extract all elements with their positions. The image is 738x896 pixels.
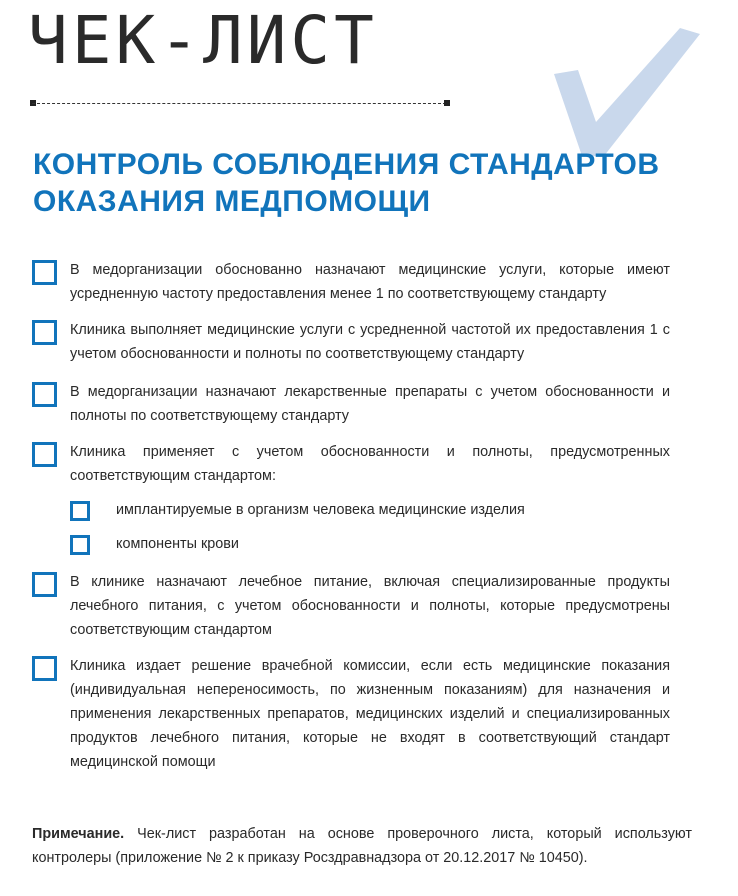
checklist-item-text: Клиника выполняет медицинские услуги с усредненной частотой их предоставления 1 с учетом обоснованности и полноты по соответствующему стандарту <box>70 322 670 362</box>
checklist-item-text: В клинике назначают лечебное питание, включая специализированные продукты лечебного питания, с учетом обоснованности и полноты, которые предусмотрены соответствующим стандартом <box>70 574 670 638</box>
checklist-subtitle <box>33 146 723 220</box>
page-title: ЧЕК-ЛИСТ <box>28 2 378 79</box>
checkbox[interactable] <box>32 656 57 681</box>
checklist-subitem-text: имплантируемые в организм человека медицинские изделия <box>116 502 525 518</box>
checkbox[interactable] <box>32 572 57 597</box>
checklist-item-text: Клиника применяет с учетом обоснованности и полноты, предусмотренных соответствующим стандартом: <box>70 444 670 484</box>
divider-end-right <box>444 100 450 106</box>
note-text: Чек-лист разработан на основе проверочного листа, который используют контролеры (приложение № 2 к приказу Росздравнадзора от 20.12.2017 № 10450). <box>32 826 692 866</box>
subtitle-line-1: КОНТРОЛЬ СОБЛЮДЕНИЯ СТАНДАРТОВ <box>33 148 660 181</box>
checklist-item-text: В медорганизации обоснованно назначают медицинские услуги, которые имеют усредненную частоту предоставления менее 1 по соответствующему стандарту <box>70 262 670 302</box>
note-label: Примечание. <box>32 826 125 842</box>
checklist-subitem-text: компоненты крови <box>116 536 239 552</box>
title-divider <box>32 103 446 104</box>
checkbox[interactable] <box>32 320 57 345</box>
checkbox[interactable] <box>32 382 57 407</box>
checkbox[interactable] <box>70 535 90 555</box>
checkbox[interactable] <box>70 501 90 521</box>
checklist-item-text: В медорганизации назначают лекарственные препараты с учетом обоснованности и полноты по соответствующему стандарту <box>70 384 670 424</box>
footnote <box>32 822 692 870</box>
checkbox[interactable] <box>32 260 57 285</box>
checkmark-icon <box>552 26 702 158</box>
checkbox[interactable] <box>32 442 57 467</box>
subtitle-line-2: ОКАЗАНИЯ МЕДПОМОЩИ <box>33 185 431 218</box>
checklist-item-text: Клиника издает решение врачебной комиссии, если есть медицинские показания (индивидуальная непереносимость, по жизненным показаниям) для назначения и применения лекарственных препаратов, медицинских изделий и специализированных продуктов лечебного питания, которые не входят в соответствующий стандарт медицинской помощи <box>70 658 670 770</box>
